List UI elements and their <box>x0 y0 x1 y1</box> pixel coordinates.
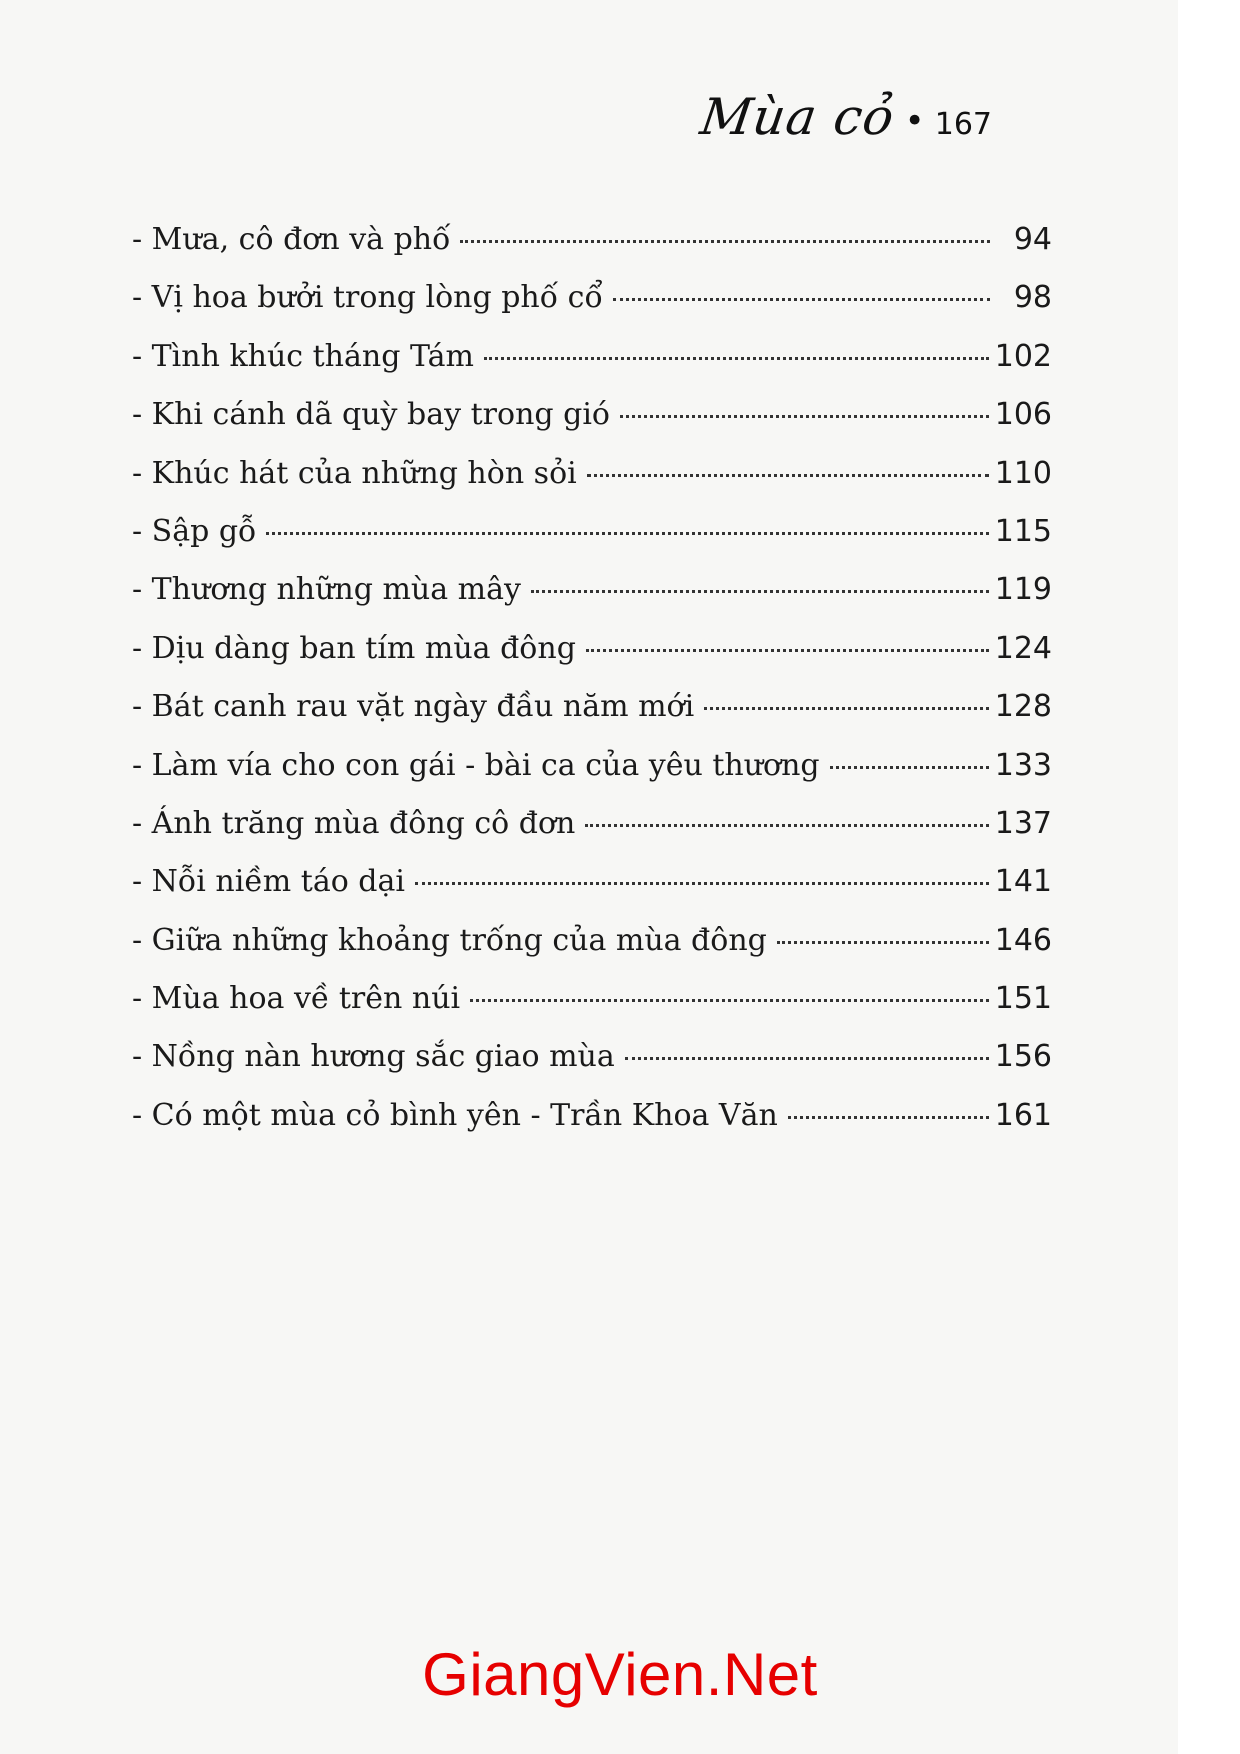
dot-leader <box>266 532 988 535</box>
toc-entry-page: 115 <box>994 513 1052 549</box>
toc-entry <box>132 278 1052 336</box>
toc-entry-title: - Mùa hoa về trên núi <box>132 981 461 1017</box>
toc-entry-title: - Vị hoa bưởi trong lòng phố cổ <box>132 280 603 316</box>
toc-entry-page: 110 <box>994 455 1052 491</box>
toc-entry-page: 161 <box>994 1097 1052 1133</box>
toc-entry <box>132 570 1052 628</box>
toc-entry-page: 141 <box>994 864 1052 900</box>
toc-entry <box>132 629 1052 687</box>
toc-entry-title: - Nồng nàn hương sắc giao mùa <box>132 1039 615 1075</box>
dot-leader <box>585 824 988 827</box>
toc-entry <box>132 862 1052 920</box>
scan-margin <box>1178 0 1240 1754</box>
book-title: Mùa cỏ <box>697 88 899 146</box>
toc-entry <box>132 1037 1052 1095</box>
toc-entry-title: - Giữa những khoảng trống của mùa đông <box>132 922 767 958</box>
toc-entry-page: 128 <box>994 689 1052 725</box>
toc-entry-page: 102 <box>994 338 1052 374</box>
toc-entry-page: 106 <box>994 397 1052 433</box>
toc-entry-title: - Nỗi niềm táo dại <box>132 864 405 900</box>
toc-entry <box>132 979 1052 1037</box>
toc-entry <box>132 1096 1052 1154</box>
page-number: 167 <box>934 107 992 142</box>
watermark-text: GiangVien.Net <box>422 1641 818 1708</box>
dot-leader <box>704 707 989 710</box>
toc-entry-title: - Dịu dàng ban tím mùa đông <box>132 630 576 666</box>
running-header <box>697 88 992 146</box>
toc-entry-page: 124 <box>994 630 1052 666</box>
toc-entry <box>132 921 1052 979</box>
dot-leader <box>613 298 990 301</box>
toc-entry-page: 156 <box>994 1039 1052 1075</box>
dot-leader <box>830 766 989 769</box>
toc-entry-page: 94 <box>1013 222 1052 257</box>
toc-entry-title: - Ánh trăng mùa đông cô đơn <box>132 805 576 841</box>
header-bullet: • <box>904 101 925 141</box>
dot-leader <box>586 649 989 652</box>
dot-leader <box>415 882 989 885</box>
toc-entry-title: - Làm vía cho con gái - bài ca của yêu thương <box>132 747 820 783</box>
toc-entry-page: 119 <box>994 572 1052 608</box>
dot-leader <box>788 1116 989 1119</box>
dot-leader <box>625 1057 989 1060</box>
toc-entry-page: 137 <box>994 805 1052 841</box>
dot-leader <box>460 240 990 243</box>
toc-entry <box>132 454 1052 512</box>
toc-entry-page: 146 <box>994 922 1052 958</box>
dot-leader <box>777 941 989 944</box>
toc-entry <box>132 395 1052 453</box>
toc-entry-title: - Có một mùa cỏ bình yên - Trần Khoa Văn <box>132 1097 778 1133</box>
toc-entry-title: - Khi cánh dã quỳ bay trong gió <box>132 397 610 433</box>
toc-entry-title: - Sập gỗ <box>132 513 257 549</box>
toc-entry-title: - Thương những mùa mây <box>132 572 521 608</box>
dot-leader <box>587 474 989 477</box>
toc-entry-page: 133 <box>994 747 1052 783</box>
table-of-contents <box>132 220 1052 1154</box>
dot-leader <box>620 415 989 418</box>
toc-entry <box>132 746 1052 804</box>
toc-entry <box>132 512 1052 570</box>
toc-entry-title: - Mưa, cô đơn và phố <box>132 222 451 257</box>
dot-leader <box>484 357 989 360</box>
toc-entry-title: - Tình khúc tháng Tám <box>132 338 474 374</box>
toc-entry <box>132 337 1052 395</box>
dot-leader <box>531 590 989 593</box>
toc-entry-page: 98 <box>1013 280 1052 316</box>
toc-entry <box>132 687 1052 745</box>
toc-entry <box>132 220 1052 278</box>
toc-entry-title: - Bát canh rau vặt ngày đầu năm mới <box>132 689 695 725</box>
toc-entry <box>132 804 1052 862</box>
dot-leader <box>470 999 989 1002</box>
toc-entry-title: - Khúc hát của những hòn sỏi <box>132 455 577 491</box>
toc-entry-page: 151 <box>994 981 1052 1017</box>
